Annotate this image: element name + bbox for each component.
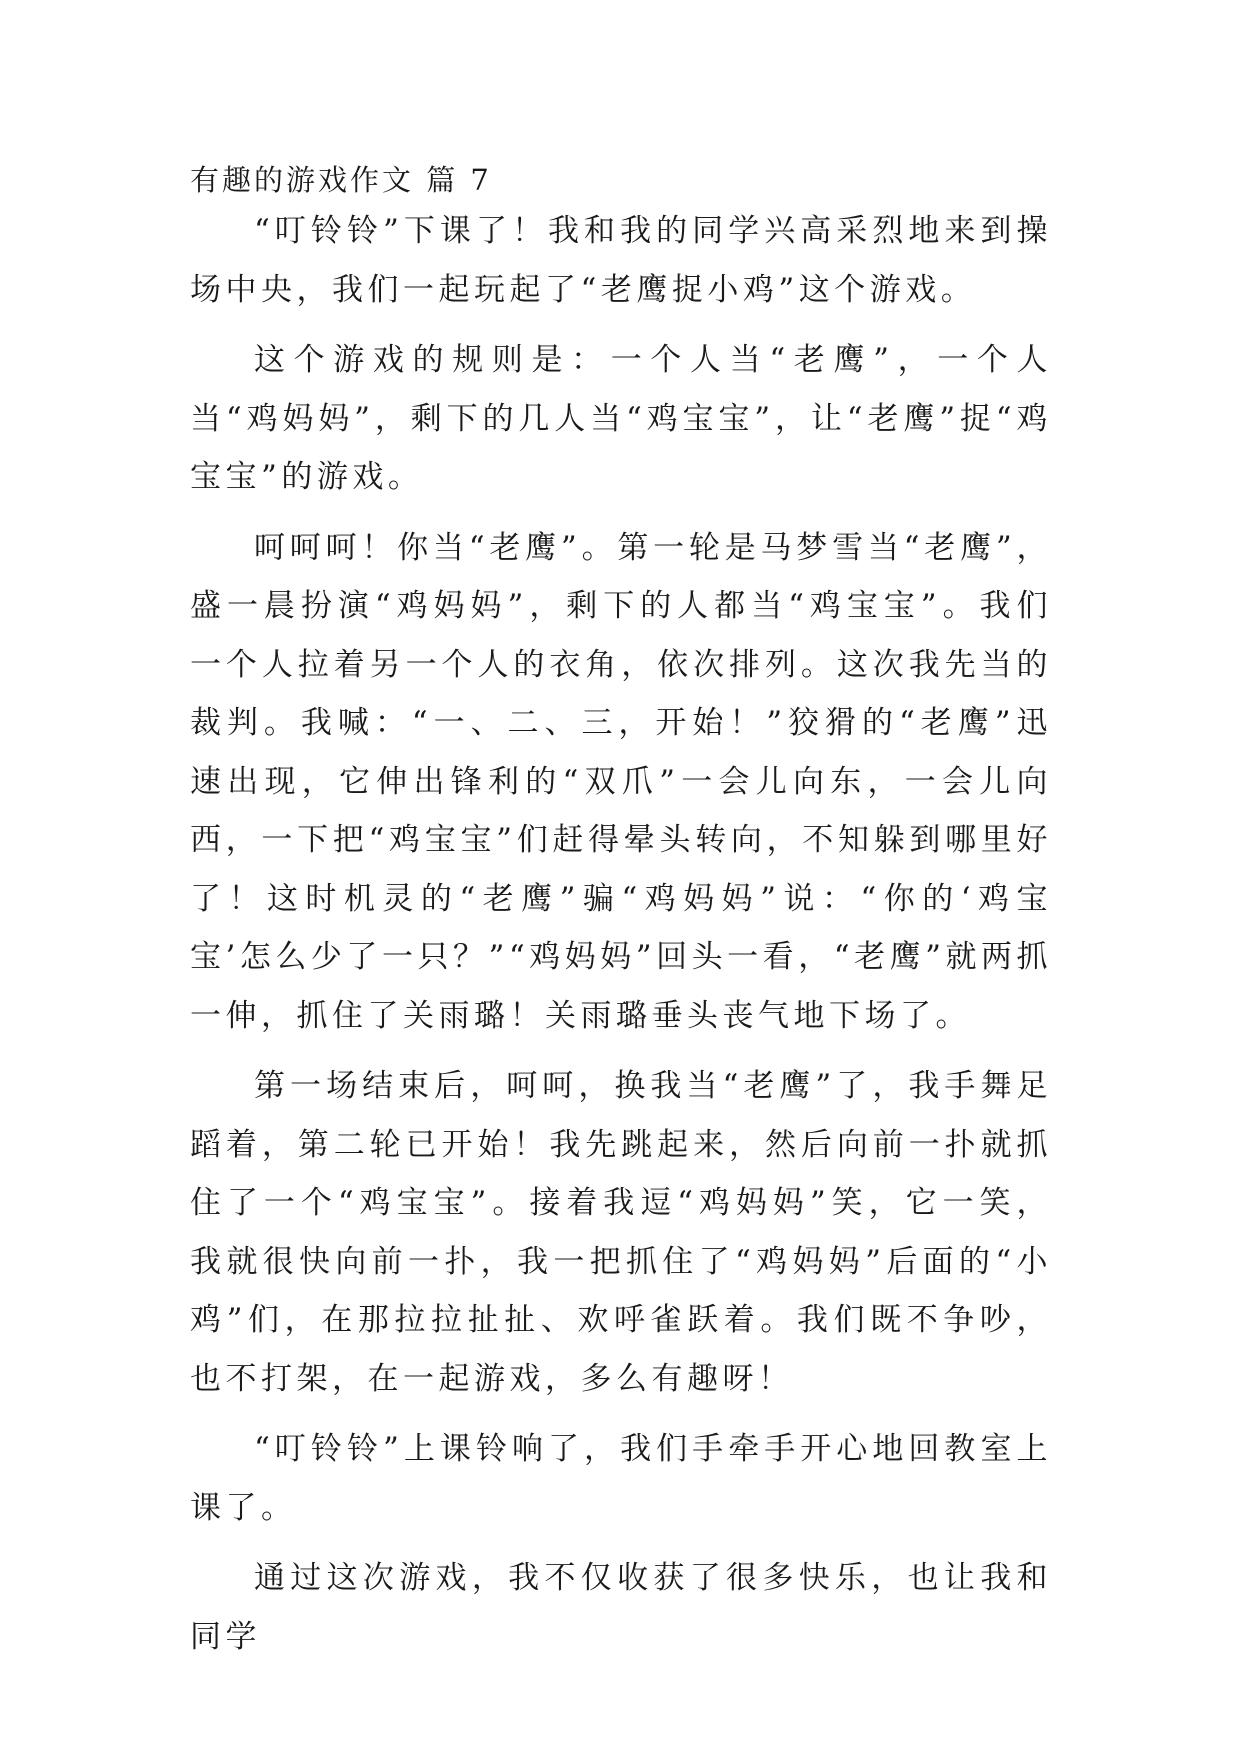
- document-body: [190, 158, 1052, 1678]
- paragraph-5: “叮铃铃”上课铃响了，我们手牵手开心地回教室上课了。: [190, 1431, 1052, 1526]
- paragraph-6: 通过这次游戏，我不仅收获了很多快乐，也让我和同学: [190, 1560, 1052, 1655]
- paragraph-1: “叮铃铃”下课了！我和我的同学兴高采烈地来到操场中央，我们一起玩起了“老鹰捉小鸡”这个游戏。: [190, 213, 1052, 308]
- paragraph-3: 呵呵呵！你当“老鹰”。第一轮是马梦雪当“老鹰”，盛一晨扮演“鸡妈妈”，剩下的人都当“鸡宝宝”。我们一个人拉着另一个人的衣角，依次排列。这次我先当的裁判。我喊：“一、二、三，开始！”狡猾的“老鹰”迅速出现，它伸出锋利的“双爪”一会儿向东，一会儿向西，一下把“鸡宝宝”们赶得晕头转向，不知躲到哪里好了！这时机灵的“老鹰”骗“鸡妈妈”说：“你的‘鸡宝宝’怎么少了一只？”“鸡妈妈”回头一看，“老鹰”就两抓一伸，抓住了关雨璐！关雨璐垂头丧气地下场了。: [190, 529, 1052, 1034]
- paragraph-2: 这个游戏的规则是：一个人当“老鹰”，一个人当“鸡妈妈”，剩下的几人当“鸡宝宝”，让“老鹰”捉“鸡宝宝”的游戏。: [190, 342, 1052, 495]
- document-title: 有趣的游戏作文 篇 7: [190, 163, 492, 197]
- paragraph-4: 第一场结束后，呵呵，换我当“老鹰”了，我手舞足蹈着，第二轮已开始！我先跳起来，然后向前一扑就抓住了一个“鸡宝宝”。接着我逗“鸡妈妈”笑，它一笑，我就很快向前一扑，我一把抓住了“鸡妈妈”后面的“小鸡”们，在那拉拉扯扯、欢呼雀跃着。我们既不争吵，也不打架，在一起游戏，多么有趣呀！: [190, 1068, 1052, 1397]
